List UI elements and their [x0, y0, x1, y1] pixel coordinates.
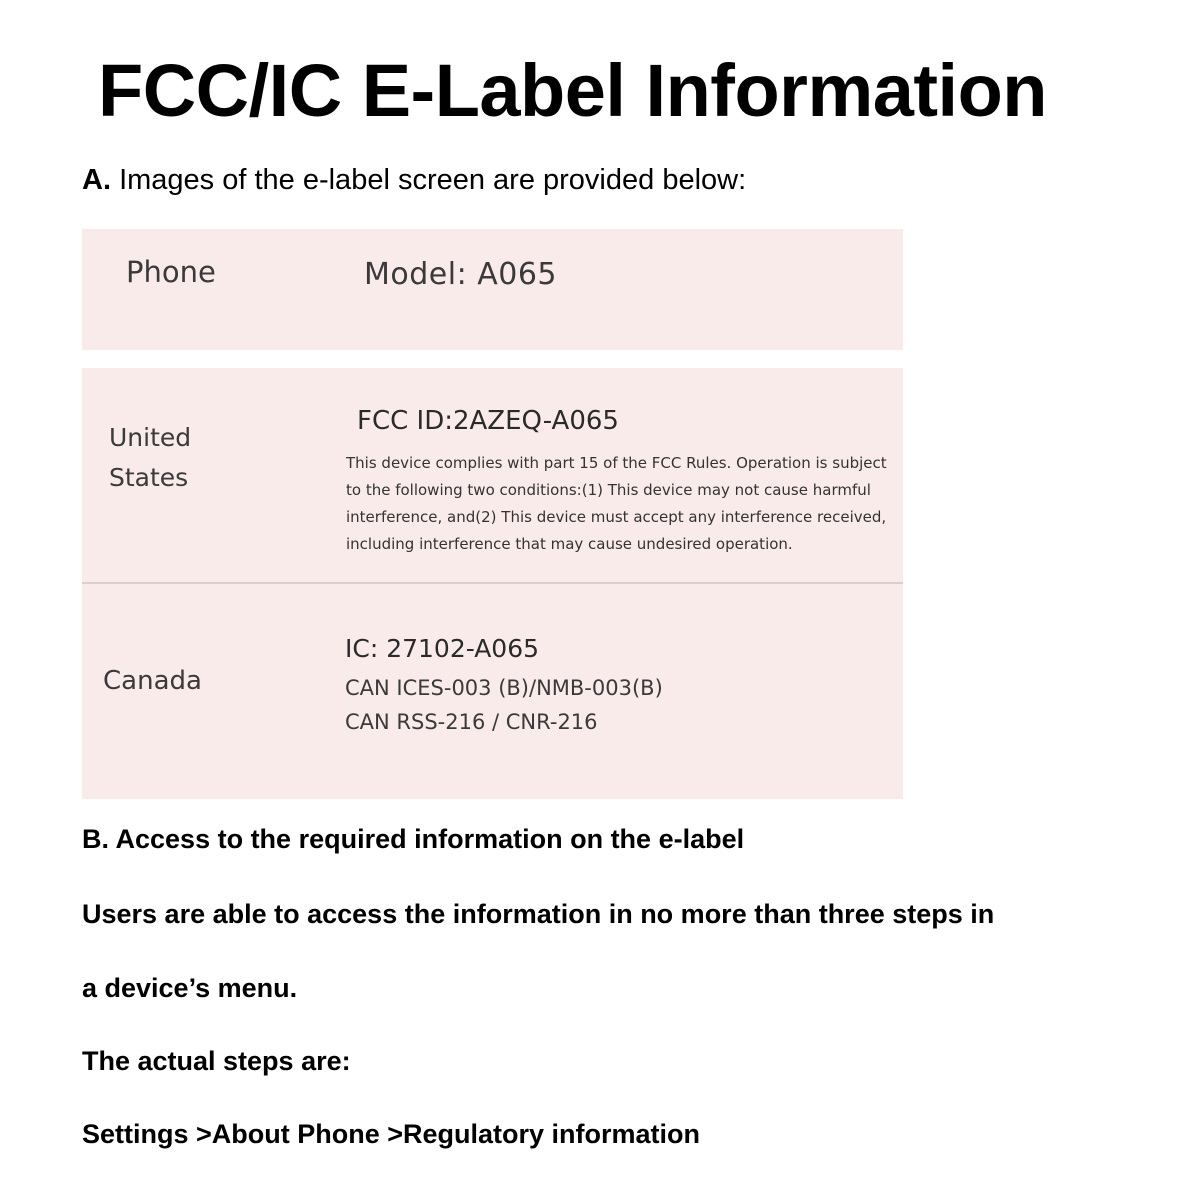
- e-label-phone-panel: [82, 229, 903, 350]
- section-b-heading: B. Access to the required information on the e-label: [82, 824, 745, 854]
- ic-id: IC: 27102-A065: [345, 634, 540, 663]
- section-b-paragraph-line-2: a device’s menu.: [82, 973, 298, 1003]
- phone-label: Phone: [126, 255, 216, 289]
- fcc-statement-line: This device complies with part 15 of the FCC Rules. Operation is subject: [346, 454, 887, 472]
- document-title: FCC/IC E-Label Information: [98, 49, 1047, 132]
- united-states-label: United States: [109, 423, 192, 492]
- region-divider: [82, 582, 903, 584]
- fcc-statement-line: to the following two conditions:(1) This device may not cause harmful: [346, 481, 871, 499]
- model-label: Model: A065: [364, 257, 557, 292]
- e-label-regions-panel: [82, 368, 903, 799]
- steps-label: The actual steps are:: [82, 1046, 351, 1076]
- fcc-id: FCC ID:2AZEQ-A065: [357, 406, 619, 436]
- fcc-statement-line: including interference that may cause undesired operation.: [346, 535, 793, 553]
- steps-path: Settings >About Phone >Regulatory information: [82, 1119, 701, 1149]
- rss-statement: CAN RSS-216 / CNR-216: [345, 710, 598, 734]
- fcc-statement-line: interference, and(2) This device must accept any interference received,: [346, 508, 887, 526]
- ices-statement: CAN ICES-003 (B)/NMB-003(B): [345, 676, 663, 700]
- section-a-prefix: A.: [82, 164, 111, 196]
- section-b-paragraph-line-1: Users are able to access the information in no more than three steps in: [82, 899, 995, 929]
- canada-label: Canada: [103, 666, 202, 696]
- section-a-intro: [82, 164, 746, 197]
- section-a-text: Images of the e-label screen are provided below:: [119, 164, 747, 196]
- fcc-statement: [346, 450, 886, 558]
